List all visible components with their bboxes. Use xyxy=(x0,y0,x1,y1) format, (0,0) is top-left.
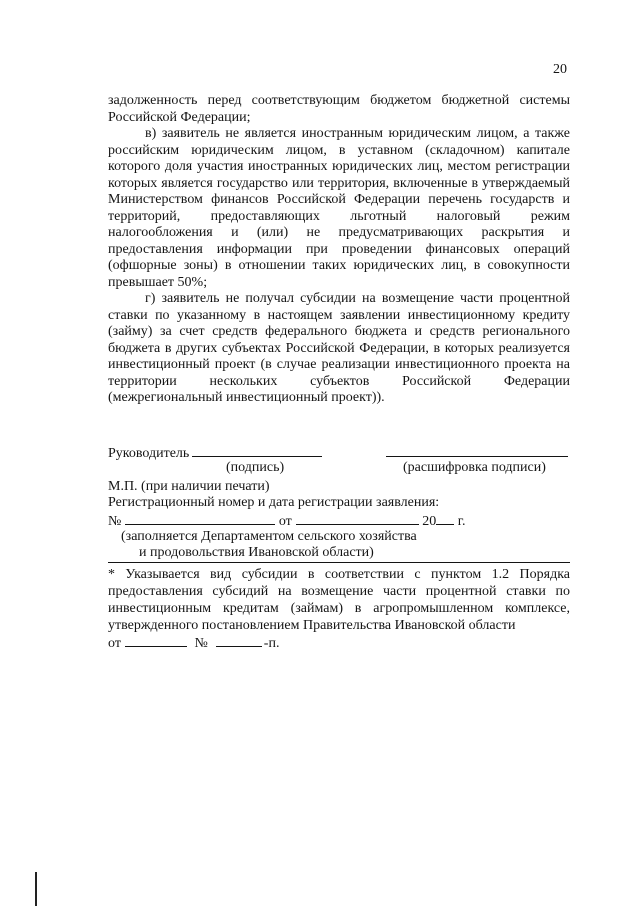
footnote-number-sign: № xyxy=(194,636,208,651)
footnote-date-blank[interactable] xyxy=(125,634,187,647)
year-blank[interactable] xyxy=(436,512,454,525)
footnote-text: * Указывается вид субсидии в соответствии с пунктом 1.2 Порядка предоставления субсидий на возмещение части процентной ставки по инвестиционным кредитам (займам) в агропромышленном комплексе, утвержденного постановлением Правительства Ивановской области xyxy=(108,567,570,633)
footnote-from-word: от xyxy=(108,636,121,651)
head-label: Руководитель xyxy=(108,446,190,461)
registration-number-line xyxy=(108,512,578,530)
fill-note-line-2: и продовольствия Ивановской области) xyxy=(139,545,374,560)
main-text xyxy=(108,93,570,407)
registration-label: Регистрационный номер и дата регистрации заявления: xyxy=(108,495,440,510)
footnote-suffix: -п. xyxy=(263,636,280,651)
page-number: 20 xyxy=(553,62,567,77)
caption-signature: (подпись) xyxy=(226,460,285,475)
fill-note-line-1: (заполняется Департаментом сельского хозяйства xyxy=(121,529,417,544)
signature-blank[interactable] xyxy=(192,444,322,457)
caption-decryption: (расшифровка подписи) xyxy=(403,460,546,475)
year-suffix: г. xyxy=(457,514,466,529)
paragraph-item-g: г) заявитель не получал субсидии на возмещение части процентной ставки по указанному в настоящем заявлении инвестиционному кредиту (займу) за счет средств федерального бюджета и средств регионального бюджета в других субъектах Российской Федерации, в которых реализуется инвестиционный проект (в случае реализации инвестиционного проекта на территории нескольких субъектов Российской Федерации (межрегиональный инвестиционный проект)). xyxy=(108,291,570,405)
stamp-note: М.П. (при наличии печати) xyxy=(108,479,270,494)
scan-margin-mark xyxy=(35,872,37,906)
footnote-divider xyxy=(108,562,570,563)
registration-number-blank[interactable] xyxy=(125,512,275,525)
registration-date-blank[interactable] xyxy=(296,512,419,525)
number-sign: № xyxy=(108,514,122,529)
footnote xyxy=(108,566,570,652)
year-prefix: 20 xyxy=(422,514,437,529)
footnote-reference-line xyxy=(108,634,570,652)
paragraph-debt: задолженность перед соответствующим бюджетом бюджетной системы Российской Федерации; xyxy=(108,93,570,125)
signature-decryption-blank[interactable] xyxy=(386,444,568,457)
from-word: от xyxy=(278,514,292,529)
paragraph-item-v: в) заявитель не является иностранным юридическим лицом, а также российским юридическим лицом, в уставном (складочном) капитале которого доля участия иностранных юридических лиц, местом регистрации которых является государство или территория, включенные в утверждаемый Министерством финансов Российской Федерации перечень государств и территорий, предоставляющих льготный налоговый режим налогообложения и (или) не предусматривающих раскрытия и предоставления информации при проведении финансовых операций (офшорные зоны) в отношении таких юридических лиц, в совокупности превышает 50%; xyxy=(108,126,570,290)
footnote-number-blank[interactable] xyxy=(216,634,262,647)
